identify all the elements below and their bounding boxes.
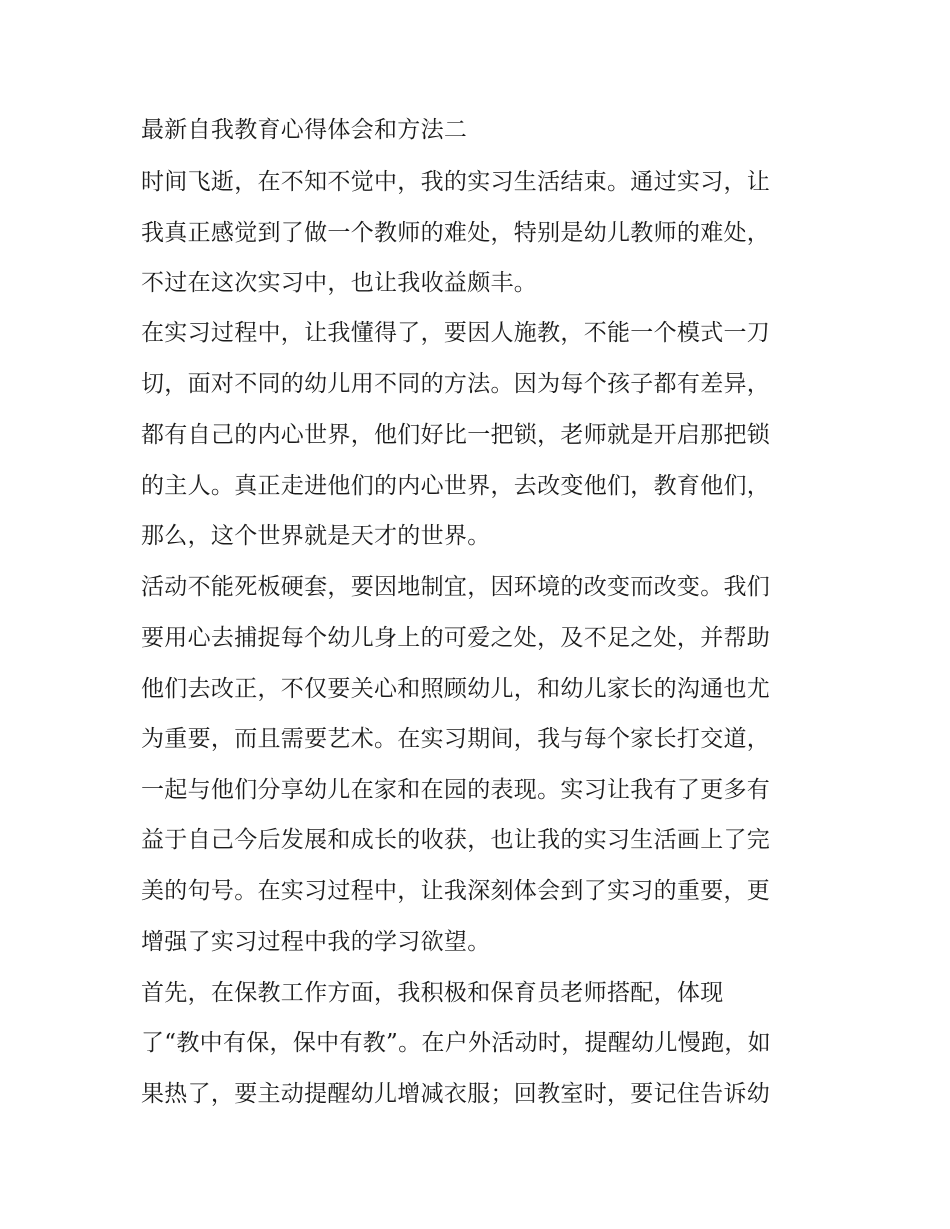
text-line: 为重要，而且需要艺术。在实习期间，我与每个家长打交道，: [141, 726, 771, 752]
text-line: 益于自己今后发展和成长的收获，也让我的实习生活画上了完: [141, 827, 771, 853]
text-line: 要用心去捕捉每个幼儿身上的可爱之处，及不足之处，并帮助: [141, 625, 771, 651]
text-line: 活动不能死板硬套，要因地制宜，因环境的改变而改变。我们: [141, 574, 771, 600]
text-line: 一起与他们分享幼儿在家和在园的表现。实习让我有了更多有: [141, 777, 771, 803]
text-line: 都有自己的内心世界，他们好比一把锁，老师就是开启那把锁: [141, 422, 771, 448]
text-line: 切，面对不同的幼儿用不同的方法。因为每个孩子都有差异，: [141, 371, 771, 397]
document-title: 最新自我教育心得体会和方法二: [141, 117, 468, 143]
text-line: 的主人。真正走进他们的内心世界，去改变他们，教育他们，: [141, 473, 771, 499]
text-line: 美的句号。在实习过程中，让我深刻体会到了实习的重要，更: [141, 878, 771, 904]
text-line: 了“教中有保，保中有教”。在户外活动时，提醒幼儿慢跑，如: [141, 1030, 771, 1056]
text-line: 增强了实习过程中我的学习欲望。: [141, 929, 491, 955]
text-line: 在实习过程中，让我懂得了，要因人施教，不能一个模式一刀: [141, 320, 771, 346]
text-line: 首先，在保教工作方面，我积极和保育员老师搭配，体现: [141, 980, 724, 1006]
text-line: 果热了，要主动提醒幼儿增减衣服；回教室时，要记住告诉幼: [141, 1081, 771, 1107]
text-line: 他们去改正，不仅要关心和照顾幼儿，和幼儿家长的沟通也尤: [141, 676, 771, 702]
text-line: 我真正感觉到了做一个教师的难处，特别是幼儿教师的难处，: [141, 220, 771, 246]
text-line: 时间飞逝，在不知不觉中，我的实习生活结束。通过实习，让: [141, 169, 771, 195]
text-line: 不过在这次实习中，也让我收益颇丰。: [141, 270, 538, 296]
text-line: 那么，这个世界就是天才的世界。: [141, 523, 491, 549]
